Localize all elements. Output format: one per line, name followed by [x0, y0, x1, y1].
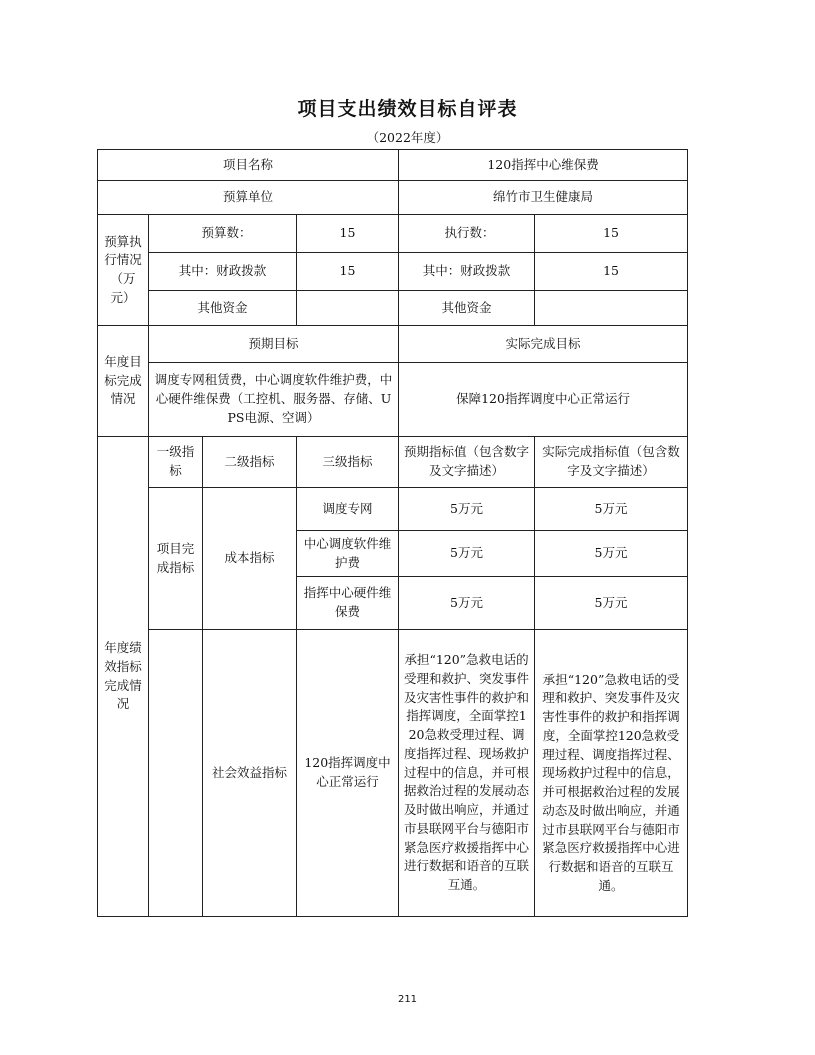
level1-header: 一级指标: [149, 437, 203, 488]
actual-value-cell: 5万元: [535, 531, 688, 577]
indicator-section-label: 年度绩效指标完成情况: [98, 437, 149, 917]
social-expected-text: 承担“120”急救电话的受理和救护、突发事件及灾害性事件的救护和指挥调度，全面掌控120急救受理过程、调度指挥过程、现场救护过程中的信息，并可根据救治过程的发展动态及时做出响应，并通过市县联网平台与德阳市紧急医疗救援指挥中心进行数据和语音的互联互通。: [399, 630, 535, 917]
project-name-label: 项目名称: [98, 150, 399, 181]
budget-unit-label: 预算单位: [98, 181, 399, 215]
budget-section-label: 预算执行情况（万元）: [98, 215, 149, 326]
table-row: [98, 488, 688, 531]
expected-goal-header: 预期目标: [149, 326, 399, 363]
empty-level1-cell: [149, 630, 203, 917]
other-budget-value: [297, 291, 399, 326]
actual-value-cell: 5万元: [535, 577, 688, 630]
fiscal-exec-value: 15: [535, 253, 688, 291]
level3-cell: 调度专网: [297, 488, 399, 531]
other-exec-value: [535, 291, 688, 326]
page-number: 211: [397, 994, 418, 1005]
level3-cell: 中心调度软件维护费: [297, 531, 399, 577]
actual-value-header: 实际完成指标值（包含数字及文字描述）: [535, 437, 688, 488]
expected-value-cell: 5万元: [399, 531, 535, 577]
expected-value-header: 预期指标值（包含数字及文字描述）: [399, 437, 535, 488]
social-level3-cell: 120指挥调度中心正常运行: [297, 630, 399, 917]
year-subtitle: （2022年度）: [366, 130, 449, 145]
project-completion-label: 项目完成指标: [149, 488, 203, 630]
social-benefit-label: 社会效益指标: [203, 630, 297, 917]
project-name-value: 120指挥中心维保费: [399, 150, 688, 181]
other-budget-label: 其他资金: [149, 291, 297, 326]
actual-goal-header: 实际完成目标: [399, 326, 688, 363]
fiscal-budget-value: 15: [297, 253, 399, 291]
indicator-header-row: [98, 437, 688, 488]
other-funds-row: [98, 291, 688, 326]
evaluation-table: [97, 149, 688, 917]
fiscal-exec-label: 其中：财政拨款: [399, 253, 535, 291]
page-title: 项目支出绩效目标自评表: [297, 98, 518, 120]
annual-goal-header-row: [98, 326, 688, 363]
level2-header: 二级指标: [203, 437, 297, 488]
fiscal-budget-label: 其中：财政拨款: [149, 253, 297, 291]
expected-goal-text: 调度专网租赁费，中心调度软件维护费，中心硬件维保费（工控机、服务器、存储、UPS电源、空调）: [149, 363, 399, 437]
annual-goal-content-row: [98, 363, 688, 437]
exec-amount-value: 15: [535, 215, 688, 253]
budget-row: [98, 215, 688, 253]
actual-value-cell: 5万元: [535, 488, 688, 531]
cost-indicator-label: 成本指标: [203, 488, 297, 630]
actual-goal-text: 保障120指挥调度中心正常运行: [399, 363, 688, 437]
budget-amount-label: 预算数：: [149, 215, 297, 253]
fiscal-row: [98, 253, 688, 291]
annual-goal-section-label: 年度目标完成情况: [98, 326, 149, 437]
social-actual-text: 承担“120”急救电话的受理和救护、突发事件及灾害性事件的救护和指挥调度，全面掌控120急救受理过程、调度指挥过程、现场救护过程中的信息，并可根据救治过程的发展动态及时做出响应，并通过市县联网平台与德阳市紧急医疗救援指挥中心进行数据和语音的互联互通。: [535, 630, 688, 917]
level3-cell: 指挥中心硬件维保费: [297, 577, 399, 630]
project-name-row: [98, 150, 688, 181]
budget-unit-value: 绵竹市卫生健康局: [399, 181, 688, 215]
budget-amount-value: 15: [297, 215, 399, 253]
social-benefit-row: [98, 630, 688, 917]
expected-value-cell: 5万元: [399, 577, 535, 630]
expected-value-cell: 5万元: [399, 488, 535, 531]
other-exec-label: 其他资金: [399, 291, 535, 326]
level3-header: 三级指标: [297, 437, 399, 488]
budget-unit-row: [98, 181, 688, 215]
exec-amount-label: 执行数：: [399, 215, 535, 253]
